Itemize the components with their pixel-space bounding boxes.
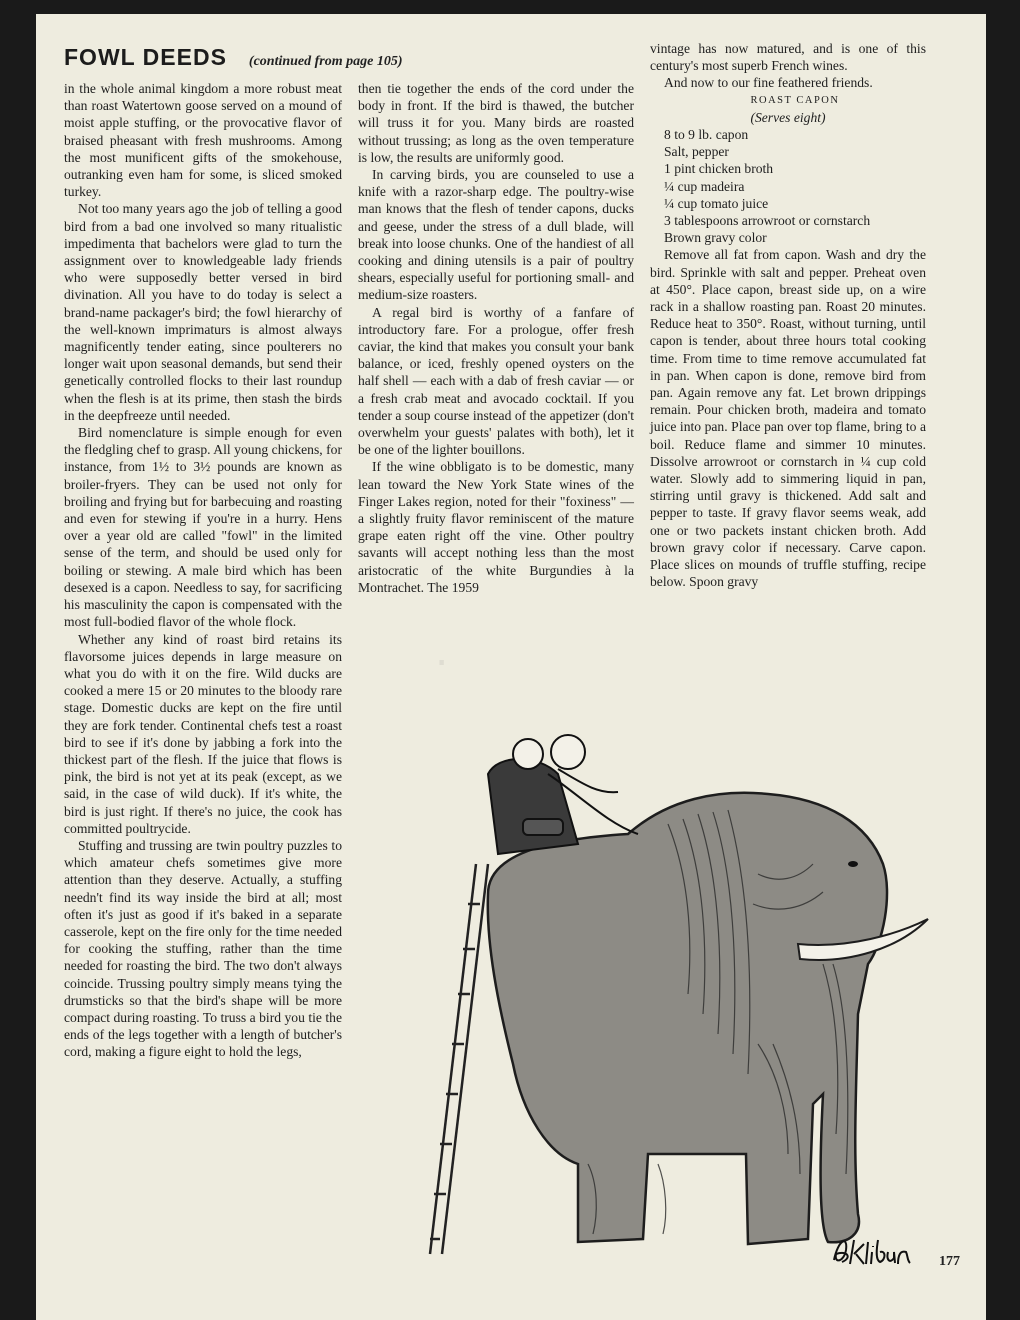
paragraph: If the wine obbligato is to be domestic, many lean toward the New York State wines of the Finger Lakes region, noted for their "foxiness" — a slightly fruity flavor reminiscent of the mature grape eaten right off the vine. Other poultry savants will accept nothing less than the most aristocratic of the white Burgundies à la Montrachet. The 1959 [358, 459, 634, 595]
paragraph: Bird nomenclature is simple enough for even the fledgling chef to grasp. All young chickens, for instance, from 1½ to 3½ pounds are known as broiler-fryers. They can be used not only for broiling and frying but for barbecuing and roasting and even for stewing if you're in a hurry. Hens over a year old are called "fowl" in the limited sense of the term, and should be used only for boiling or stewing. A male bird which has been desexed is a capon. Needless to say, for sacrificing his masculinity the capon is compensated with the most full-bodied flavor of the whole flock. [64, 425, 342, 630]
ingredient-item: 8 to 9 lb. capon [664, 127, 749, 143]
paragraph: A regal bird is worthy of a fanfare of introductory fare. For a prologue, offer fresh caviar, the kind that makes you consult your bank balance, or iced, freshly opened oysters on the half shell — each with a dab of fresh caviar — or a fresh crab meat and avocado cocktail. If you tender a soup course instead of the appetizer (don't overwhelm your guests' palates with both), let it be one of the lighter bouillons. [358, 304, 634, 458]
ingredient-list [650, 126, 926, 246]
paragraph: And now to our fine feathered friends. [664, 75, 873, 91]
recipe-title: ROAST CAPON [750, 94, 840, 106]
recipe-directions: Remove all fat from capon. Wash and dry the bird. Sprinkle with salt and pepper. Preheat oven at 450°. Place capon, breast side up, on a wire rack in a shallow roasting pan. Roast 20 minutes. Reduce heat to 350°. Roast, without turning, until capon is tender, about three hours total cooking time. From time to time remove accumulated fat in pan. When capon is done, remove bird from pan. Again remove any fat. Let brown drippings remain. Pour chicken broth, madeira and tomato juice into pan. Place pan over top flame, bring to a boil. Reduce flame and simmer 10 minutes. Dissolve arrowroot or cornstarch in ¼ cup cold water. Slowly add to simmering liquid in pan, stirring until gravy is thickened. Add salt and pepper to taste. If gravy flavor seems weak, add one or two packets instant chicken broth. Add brown gravy color if necessary. Carve capon. Place slices on mounds of truffle stuffing, recipe below. Spoon gravy [650, 247, 926, 590]
continued-note: (continued from page 105) [248, 54, 403, 69]
ingredient-item: Brown gravy color [664, 230, 767, 246]
paragraph: Not too many years ago the job of telling a good bird from a bad one involved so many ritualistic impedimenta that bachelors were glad to turn the assignment over to knowledgeable lady friends who were supposedly better versed in bird divination. All you have to do today is select a brand-name packager's bird; the fowl hierarchy of the well-known imprimaturs is almost always magnificently tender eating, since poulterers no longer wait upon seasonal demands, but send their genetically controlled flocks to their last roundup when the flesh is at its prime, then stash the birds in the deepfreeze until needed. [64, 201, 342, 423]
paragraph: Whether any kind of roast bird retains its flavorsome juices depends in large measure on what you do with it on the fire. Wild ducks are cooked a mere 15 or 20 minutes to the bloody rare stage. Domestic ducks are kept on the fire until they are fork tender. Continental chefs test a roast bird to see if it's done by jabbing a fork into the thickest part of the flesh. If the juice that flows is pink, the bird is not yet at its peak (except, as we said, in the case of wild duck). If it's white, the bird is just right. If there's no juice, the cook has committed poultrycide. [64, 631, 342, 836]
paragraph: then tie together the ends of the cord under the body in front. If the bird is thawed, the butcher will truss it for you. Many birds are roasted without trussing; as long as the oven temperature is low, the results are uniformly good. [358, 81, 634, 165]
magazine-page [36, 14, 986, 1320]
ingredient-item: 3 tablespoons arrowroot or cornstarch [664, 213, 871, 229]
article-header [64, 44, 403, 74]
paragraph: In carving birds, you are counseled to use a knife with a razor-sharp edge. The poultry-wise man knows that the flesh of tender capons, ducks and geese, under the stress of a dull blade, will break into loose chunks. One of the handiest of all cooking and dining utensils is a pair of poultry shears, especially useful for portioning small- and medium-size roasters. [358, 167, 634, 303]
signature-mark [828, 1230, 918, 1275]
text-column-3 [650, 40, 926, 591]
elephant-cartoon-illustration [428, 714, 938, 1274]
signature-icon [828, 1230, 918, 1270]
paragraph: vintage has now matured, and is one of this century's most superb French wines. [650, 41, 926, 74]
article-title: FOWL DEEDS [64, 44, 227, 70]
ladder-icon [430, 864, 488, 1254]
ingredient-item: ¼ cup tomato juice [664, 195, 769, 211]
elephant-figure [488, 793, 928, 1244]
ingredient-item: Salt, pepper [664, 144, 729, 160]
paragraph: in the whole animal kingdom a more robust meat than roast Watertown goose served on a mound of moist apple stuffing, or the provocative flavor of braised pheasant with fresh mushrooms. Among the most munificent gifts of the smokehouse, outranking even ham for some, is sliced smoked turkey. [64, 81, 342, 200]
ingredient-item: 1 pint chicken broth [664, 161, 774, 177]
recipe-serves: (Serves eight) [750, 109, 826, 125]
text-column-1 [64, 80, 342, 1061]
text-column-2 [358, 80, 634, 596]
page-number: 177 [939, 1254, 960, 1269]
paragraph: Stuffing and trussing are twin poultry puzzles to which amateur chefs sometimes give more attention than they deserve. Actually, a stuffing needn't find its way inside the bird at all; most often it's just as good if it's baked in a separate casserole, kept on the fire only for the time needed for cooking the stuffing, rather than the time needed for roasting the bird. The two don't always coincide. Trussing poultry simply means tying the drumsticks so that the bird's shape will be more compact during roasting. To truss a bird you tie the ends of the legs together with a length of butcher's cord, making a figure eight to hold the legs, [64, 837, 342, 1060]
watermark: · [434, 633, 452, 685]
ingredient-item: ¼ cup madeira [664, 178, 745, 194]
